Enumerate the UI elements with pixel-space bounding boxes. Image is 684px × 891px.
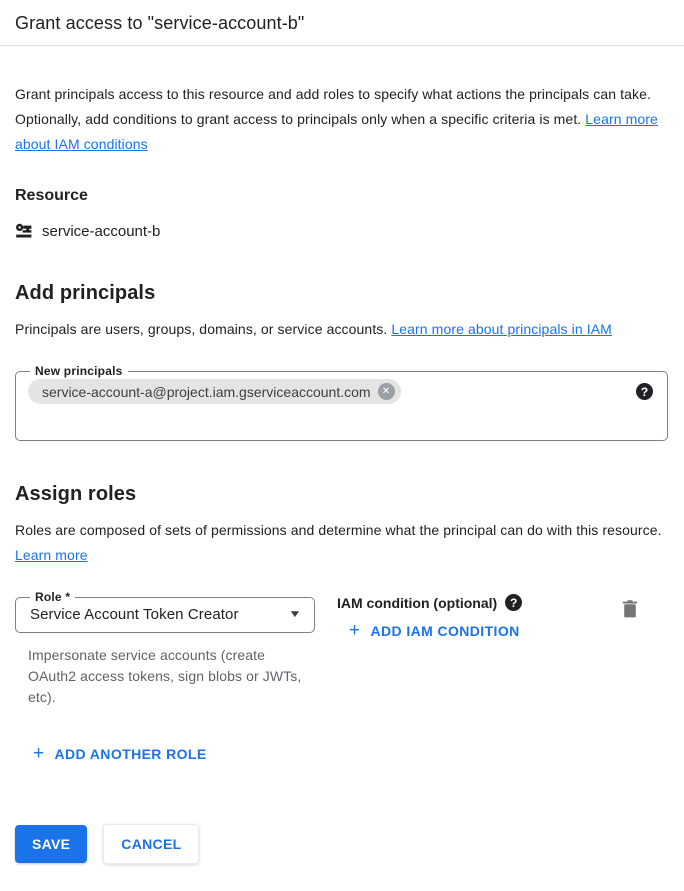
role-select-value-row[interactable] [28, 604, 302, 632]
iam-condition-column [337, 590, 621, 645]
new-principals-input-area[interactable] [28, 378, 655, 440]
resource-row [15, 222, 668, 240]
dialog-header [0, 0, 684, 46]
iam-conditions-link[interactable]: Learn more about IAM conditions [15, 111, 658, 152]
chevron-down-icon: ▼ [288, 609, 302, 620]
dialog-content [0, 82, 684, 878]
resource-heading: Resource [15, 187, 88, 204]
new-principals-label: New principals [35, 364, 123, 378]
delete-icon [621, 599, 639, 619]
resource-name: service-account-b [42, 222, 161, 240]
save-button[interactable]: SAVE [15, 825, 87, 863]
add-iam-condition-label: ADD IAM CONDITION [370, 623, 520, 639]
add-another-role-label: ADD ANOTHER ROLE [54, 746, 207, 762]
roles-description [15, 518, 668, 568]
add-iam-condition-button[interactable] [341, 617, 528, 645]
role-helper-text: Impersonate service accounts (create OAuth2 access tokens, sign blobs or JWTs, etc). [28, 647, 302, 705]
plus-icon: + [349, 620, 361, 641]
roles-learn-more-link[interactable]: Learn more [15, 547, 88, 563]
principal-chip-text: service-account-a@project.iam.gserviceaccount.com [42, 383, 371, 400]
role-select[interactable] [15, 590, 315, 633]
principal-chip [28, 379, 401, 404]
dialog-title: Grant access to "service-account-b" [15, 13, 305, 33]
assign-roles-heading: Assign roles [15, 483, 137, 505]
delete-role-column [621, 590, 639, 624]
delete-role-button[interactable] [621, 599, 639, 622]
plus-icon: + [33, 743, 45, 764]
intro-text: Grant principals access to this resource and add roles to specify what actions the principals can take. Optionally, add conditions to grant access to principals only when a specific criteria is met. [15, 86, 651, 127]
role-row [15, 590, 668, 708]
role-select-value: Service Account Token Creator [30, 606, 239, 623]
cancel-button[interactable]: CANCEL [103, 824, 199, 864]
dialog-footer [15, 824, 668, 864]
role-column [15, 590, 315, 708]
iam-condition-label: IAM condition (optional) [337, 594, 498, 611]
new-principals-field[interactable] [15, 364, 668, 441]
iam-condition-help-icon[interactable]: ? [505, 594, 522, 611]
iam-condition-label-row [337, 594, 621, 611]
chip-remove-icon[interactable]: ✕ [378, 383, 395, 400]
add-another-role-button[interactable] [25, 740, 215, 768]
intro-paragraph [15, 82, 668, 157]
principals-learn-more-link[interactable]: Learn more about principals in IAM [391, 321, 612, 337]
role-select-label: Role * [35, 590, 71, 604]
principals-help-icon[interactable]: ? [636, 383, 653, 400]
add-principals-heading: Add principals [15, 282, 156, 304]
roles-description-text: Roles are composed of sets of permissions and determine what the principal can do with this resource. [15, 522, 662, 538]
principals-description-text: Principals are users, groups, domains, or service accounts. [15, 321, 392, 337]
service-account-icon [15, 222, 33, 240]
principals-description [15, 317, 668, 342]
